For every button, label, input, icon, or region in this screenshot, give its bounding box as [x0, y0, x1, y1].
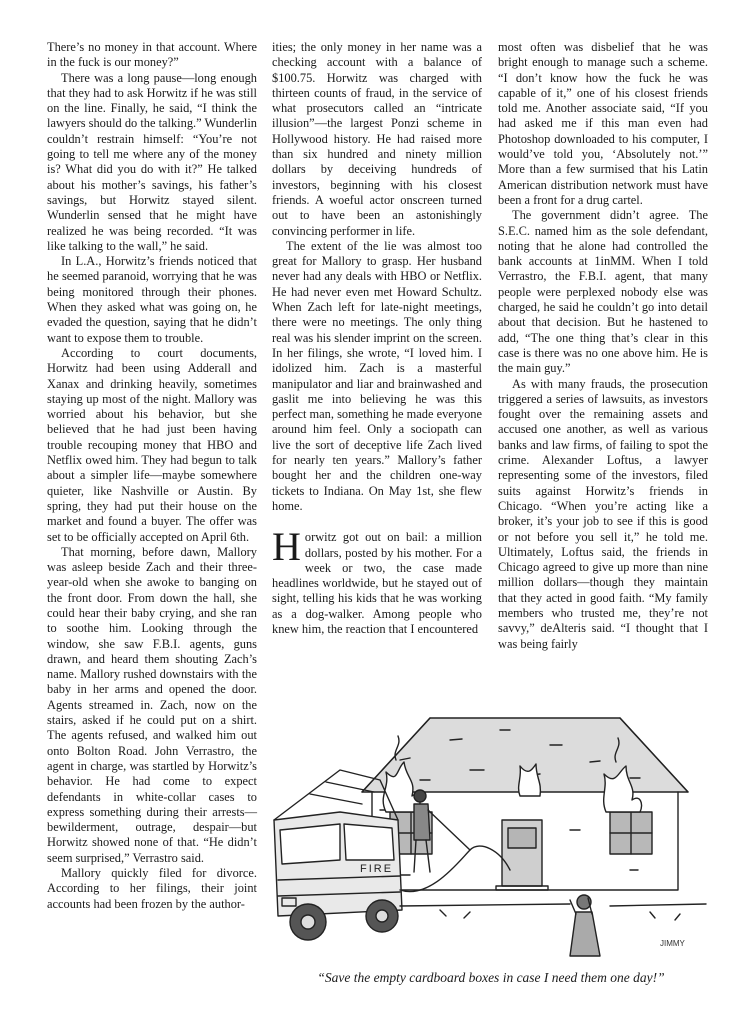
paragraph: ities; the only money in her name was a checking account with a balance of $100.75. Horwitz was charged with thirteen counts of fraud, in the service of what prosecutors called an “intricate illusion”—the largest Ponzi scheme in Hollywood history. He had raised more than six hundred and ninety million dollars by deceiving hundreds of investors, beginning with his closest friends. A woeful actor onscreen turned out to have been an astonishingly convincing performer in life.: [272, 40, 482, 238]
paragraph: The extent of the lie was almost too great for Mallory to grasp. Her husband never had any deals with HBO or Netflix. He had never even met Howard Schultz. When Zach left for late-night meetings, there were no meetings. The only thing real was his slender imprint on the screen. In her filings, she wrote, “I loved him. I idolized him. Zach is a masterful manipulator and liar and brainwashed and gaslit me into believing he was this perfect man, something he made everyone around him feel. Only a sociopath can live the sort of deceptive life Zach lived for nearly ten years.” Mallory’s father bought her and the children one-way tickets to Indiana. On May 1st, she flew home.: [272, 238, 482, 513]
paragraph: most often was disbelief that he was bright enough to manage such a scheme. “I don’t know how the fuck he was capable of it,” one of his closest friends told me. Another associate said, “If you had asked me if this man even had Photoshop downloaded to his computer, I would’ve told you, ‘Absolutely not.’” More than a few surmised that his Latin American distribution network must have been a front for a drug cartel.: [498, 40, 708, 207]
paragraph: That morning, before dawn, Mallory was asleep beside Zach and their three-year-old when she awoke to banging on the front door. From down the hall, she could hear their baby crying, and she ran to soothe him. Looking through the window, she saw F.B.I. agents, guns drawn, and heard them shouting Zach’s name. Mallory rushed downstairs with the baby in her arms and opened the door. Agents streamed in. Zach, now on the stairs, asked if he could put on a shirt. The agents refused, and walked him out onto Bolton Road. John Verrastro, the agent in charge, was startled by Horwitz’s behavior. He had come to expect defendants in white-collar cases to express something during their arrests—bewilderment, outrage, despair—but Horwitz showed none of that. “He didn’t seem surprised,” Verrastro said.: [47, 544, 257, 865]
section-paragraph: [272, 524, 482, 637]
article-column-2: [272, 40, 482, 637]
house-door: [496, 820, 548, 890]
paragraph: Mallory quickly filed for divorce. According to her filings, their joint accounts had been frozen by the author-: [47, 866, 257, 911]
fire-truck-label: FIRE: [360, 863, 394, 875]
house-window-right: [610, 812, 652, 854]
paragraph: As with many frauds, the prosecution triggered a series of lawsuits, as investors fought over the remaining assets and accused one another, as well as various banks and law firms, of failing to spot the crime. Alexander Loftus, a lawyer representing some of the investors, filed suits against Horwitz’s friends in Chicago. “When you’re acting like a broker, it’s your job to see if this is good or not before you sell it,” he told me. Ultimately, Loftus said, the friends in Chicago agreed to give up more than nine million dollars—though they maintain that they acted in good faith. “My family members who trusted me, they’re not savvy,” deAlteris said. “I thought that I was being fairly: [498, 376, 708, 651]
article-column-3: [498, 40, 708, 652]
article-column-1: [47, 40, 257, 912]
paragraph: There was a long pause—long enough that they had to ask Horwitz if he was still on the line. Finally, he said, “I think the lawyers should do the talking.” Wunderlin couldn’t restrain himself: “You’re not going to tell me where any of the money is? What did you do with it?” He talked about his mother’s savings, his father’s savings, but Horwitz stayed silent. Wunderlin sensed that he might have realized he was being recorded. “It was like talking to the wall,” he said.: [47, 70, 257, 253]
woman-figure: [570, 895, 600, 956]
fire-truck: [274, 770, 402, 940]
cartoon-caption: “Save the empty cardboard boxes in case I need them one day!”: [317, 970, 665, 985]
paragraph: In L.A., Horwitz’s friends noticed that he seemed paranoid, worrying that he was being monitored through their phones. When they asked what was going on, he evaded the question, saying that he didn’t want to expose them to trouble.: [47, 254, 257, 345]
paragraph: The government didn’t agree. The S.E.C. named him as the sole defendant, noting that he alone had controlled the bank accounts at 1inMM. When I told Verrastro, the F.B.I. agent, that many people were perplexed nobody else was charged, he said he couldn’t go into detail about that decision. But he hastened to add, “The one thing that’s clear in this case is there was no one above him. He is the main guy.”: [498, 208, 708, 376]
section-text: orwitz got out on bail: a million dollars, posted by his mother. For a week or two, the case made headlines worldwide, but he stayed out of sight, telling his kids that he was working as a dog-walker. Among people who knew him, the reaction that I encountered: [272, 530, 482, 636]
cartoon-illustration: [270, 700, 710, 958]
cartoonist-signature: JIMMY: [660, 939, 685, 948]
ground: [400, 904, 706, 920]
paragraph: According to court documents, Horwitz had been using Adderall and Xanax and drinking heavily, sometimes staying up most of the night. Mallory was worried about his behavior, but she believed that he had just been having trouble recouping money that HBO and Netflix owed him. They had begun to talk about a simpler life—maybe somewhere quieter, like Nashville or Austin. By spring, they had put their house on the market and found a buyer. The offer was set to be officially accepted on April 6th.: [47, 345, 257, 544]
paragraph: There’s no money in that account. Where in the fuck is our money?”: [47, 40, 257, 70]
drop-cap: H: [272, 524, 301, 570]
